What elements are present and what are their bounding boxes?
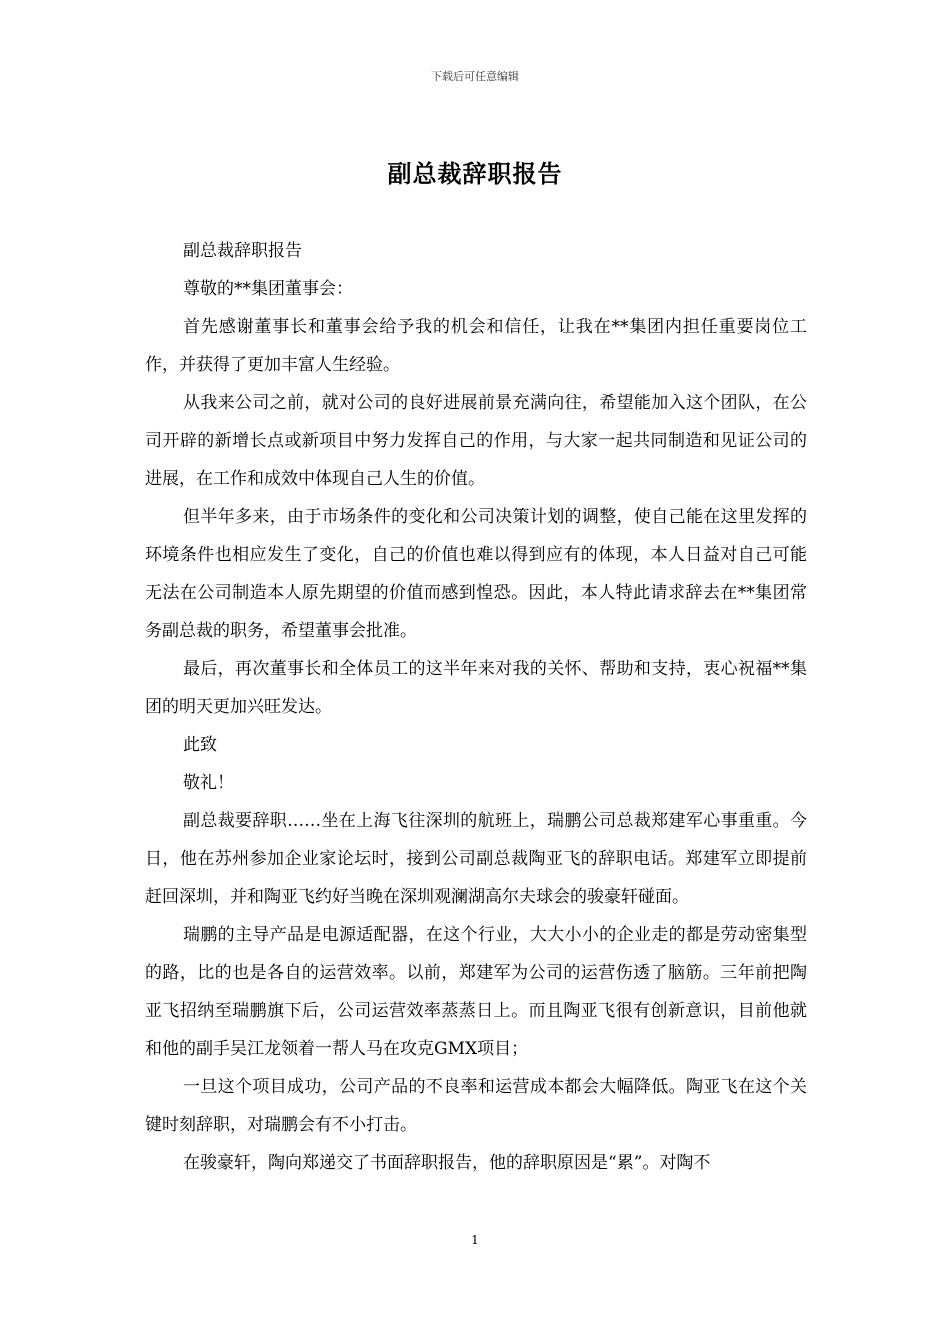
paragraph: 副总裁要辞职……坐在上海飞往深圳的航班上，瑞鹏公司总裁郑建军心事重重。今日，他在苏州参加企业家论坛时，接到公司副总裁陶亚飞的辞职电话。郑建军立即提前赶回深圳，并和陶亚飞约好当晚在深圳观澜湖高尔夫球会的骏豪轩碰面。 — [145, 811, 807, 907]
paragraph: 首先感谢董事长和董事会给予我的机会和信任，让我在**集团内担任重要岗位工作，并获得了更加丰富人生经验。 — [145, 317, 807, 375]
page-number: 1 — [471, 1233, 479, 1247]
paragraph-salutation: 尊敬的**集团董事会： — [183, 279, 353, 299]
header-note: 下载后可任意编辑 — [431, 70, 519, 83]
paragraph-heading: 副总裁辞职报告 — [183, 241, 302, 261]
paragraph: 从我来公司之前，就对公司的良好进展前景充满向往，希望能加入这个团队，在公司开辟的新增长点或新项目中努力发挥自己的作用，与大家一起共同制造和见证公司的进展，在工作和成效中体现自己人生的价值。 — [145, 393, 807, 489]
paragraph-closing: 此致 — [183, 735, 217, 755]
paragraph: 在骏豪轩，陶向郑递交了书面辞职报告，他的辞职原因是“累”。对陶不 — [183, 1153, 711, 1173]
paragraph: 一旦这个项目成功，公司产品的不良率和运营成本都会大幅降低。陶亚飞在这个关键时刻辞职，对瑞鹏会有不小打击。 — [145, 1077, 807, 1135]
paragraph: 最后，再次董事长和全体员工的这半年来对我的关怀、帮助和支持，衷心祝福**集团的明天更加兴旺发达。 — [145, 659, 807, 717]
paragraph: 但半年多来，由于市场条件的变化和公司决策计划的调整，使自己能在这里发挥的环境条件也相应发生了变化，自己的价值也难以得到应有的体现，本人日益对自己可能无法在公司制造本人原先期望的价值而感到惶恐。因此，本人特此请求辞去在**集团常务副总裁的职务，希望董事会批准。 — [145, 507, 807, 641]
document-title: 副总裁辞职报告 — [387, 159, 563, 188]
document-body — [145, 232, 807, 1182]
paragraph-closing: 敬礼！ — [183, 773, 234, 793]
paragraph: 瑞鹏的主导产品是电源适配器，在这个行业，大大小小的企业走的都是劳动密集型的路，比的也是各自的运营效率。以前，郑建军为公司的运营伤透了脑筋。三年前把陶亚飞招纳至瑞鹏旗下后，公司运营效率蒸蒸日上。而且陶亚飞很有创新意识，目前他就和他的副手吴江龙领着一帮人马在攻克GMX项目； — [145, 925, 807, 1059]
